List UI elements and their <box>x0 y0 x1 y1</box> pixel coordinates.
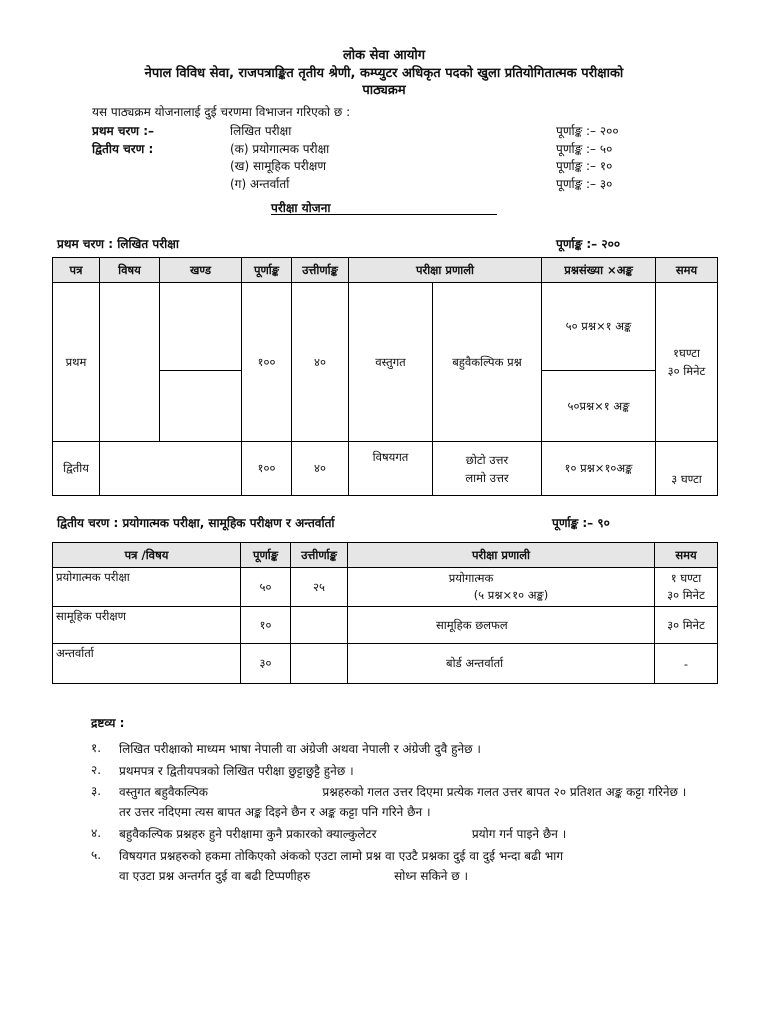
r2-pass <box>291 607 348 644</box>
r1-full: ५० <box>241 568 291 607</box>
header-line-3: पाठ्यक्रम <box>362 83 406 98</box>
r1-system-line2: (५ प्रश्न×१० अङ्क) <box>473 588 549 602</box>
phase-1-label: प्रथम चरण :– <box>92 124 155 138</box>
row1-count-a: ५० प्रश्न×१ अङ्क <box>542 283 656 371</box>
row2-time: ३ घण्टा <box>656 442 718 496</box>
col-time: समय <box>656 258 718 283</box>
phase-2c-marks: पूर्णाङ्क :– ३० <box>556 177 613 191</box>
r1-pass: २५ <box>291 568 348 607</box>
row1-count-b: ५०प्रश्न×१ अङ्क <box>542 371 656 442</box>
r1-system-line1: प्रयोगात्मक <box>448 571 494 585</box>
first-phase-marks: पूर्णाङ्क :– २०० <box>556 237 621 251</box>
row1-system: वस्तुगत <box>349 283 433 442</box>
col2-time: समय <box>655 543 718 568</box>
scheme-title-underline <box>271 214 497 215</box>
r3-time: - <box>655 644 718 684</box>
r2-full: १० <box>241 607 291 644</box>
r3-subject: अन्तर्वार्ता <box>53 644 241 684</box>
r2-system: सामूहिक छलफल <box>348 607 655 644</box>
row1-full: १०० <box>242 283 292 442</box>
second-phase-heading: द्वितीय चरण : प्रयोगात्मक परीक्षा, सामूहिक परीक्षण र अन्तर्वार्ता <box>57 516 335 530</box>
row1-pass: ४० <box>292 283 349 442</box>
col-pass-marks: उत्तीर्णाङ्क <box>292 258 349 283</box>
first-phase-heading: प्रथम चरण : लिखित परीक्षा <box>57 237 179 251</box>
row1-section-b <box>160 371 242 442</box>
notes-heading: द्रष्टव्य : <box>91 716 125 730</box>
note-3-text: वस्तुगत बहुवैकल्पिक प्रश्नहरुको गलत उत्तर दिएमा प्रत्येक गलत उत्तर बापत २० प्रतिशत अङ्क कट्टा गरिनेछ । तर उत्तर नदिएमा त्यस बापत अङ्क दिइने छैन र अङ्क कट्टा पनि गरिने छैन । <box>119 785 691 819</box>
row2-full: १०० <box>242 442 292 496</box>
phase-1-marks: पूर्णाङ्क :– २०० <box>556 124 619 138</box>
note-4-text: बहुवैकल्पिक प्रश्नहरु हुने परीक्षामा कुनै प्रकारको क्याल्कुलेटर प्रयोग गर्न पाइने छैन । <box>119 827 567 841</box>
col2-full-marks: पूर्णाङ्क <box>241 543 291 568</box>
r1-system <box>348 568 655 607</box>
row2-type-long: लामो उत्तर <box>465 470 509 485</box>
row2-count: १० प्रश्न×१०अङ्क <box>542 442 656 496</box>
note-1-text: लिखित परीक्षाको माध्यम भाषा नेपाली वा अंग्रेजी अथवा नेपाली र अंग्रेजी दुवै हुनेछ । <box>119 742 481 756</box>
note-4-number: ४. <box>91 826 102 840</box>
row1-time-line1: १घण्टा <box>673 346 700 360</box>
phase-2-item-b: (ख) सामूहिक परीक्षण <box>230 159 327 173</box>
col2-exam-system: परीक्षा प्रणाली <box>348 543 655 568</box>
header-line-1: लोक सेवा आयोग <box>342 48 426 63</box>
r1-subject: प्रयोगात्मक परीक्षा <box>53 568 241 607</box>
note-2-text: प्रथमपत्र र द्वितीयपत्रको लिखित परीक्षा छुट्टाछुट्टै हुनेछ । <box>119 764 354 778</box>
row2-subject <box>100 442 242 496</box>
note-2-number: २. <box>91 763 102 777</box>
second-phase-table <box>52 542 718 684</box>
row1-type: बहुवैकल्पिक प्रश्न <box>433 283 542 442</box>
first-phase-table <box>52 257 718 496</box>
col-section: खण्ड <box>160 258 242 283</box>
phase-2-label: द्वितीय चरण : <box>92 142 154 156</box>
phase-2-item-c: (ग) अन्तर्वार्ता <box>230 177 290 191</box>
phase-2a-marks: पूर्णाङ्क :– ५० <box>556 142 613 156</box>
row2-paper: द्वितीय <box>53 442 100 496</box>
col-paper: पत्र <box>53 258 100 283</box>
row2-type-short: छोटो उत्तर <box>465 452 509 467</box>
col-question-count: प्रश्नसंख्या ×अङ्क <box>542 258 656 283</box>
row1-paper: प्रथम <box>53 283 100 442</box>
header-line-2: नेपाल विविध सेवा, राजपत्राङ्कित तृतीय श्रेणी, कम्प्युटर अधिकृत पदको खुला प्रतियोगितात्मक परीक्षाको <box>144 66 624 81</box>
second-phase-marks: पूर्णाङ्क :– ९० <box>552 516 610 530</box>
row2-type <box>433 442 542 496</box>
row2-system: विषयगत <box>349 442 433 496</box>
phase-1-item: लिखित परीक्षा <box>230 124 292 138</box>
r3-system: बोर्ड अन्तर्वार्ता <box>348 644 655 684</box>
r2-subject: सामूहिक परीक्षण <box>53 607 241 644</box>
row1-time-line2: ३० मिनेट <box>667 364 706 378</box>
row1-time <box>656 283 718 442</box>
intro-text: यस पाठ्यक्रम योजनालाई दुई चरणमा विभाजन गरिएको छ : <box>92 105 351 119</box>
note-5-number: ५. <box>91 848 102 862</box>
row1-subject <box>100 283 160 442</box>
col-exam-system: परीक्षा प्रणाली <box>349 258 542 283</box>
col2-pass-marks: उत्तीर्णाङ्क <box>291 543 348 568</box>
col-subject: विषय <box>100 258 160 283</box>
col2-subject: पत्र /विषय <box>53 543 241 568</box>
r2-time: ३० मिनेट <box>655 607 718 644</box>
r1-time-line1: १ घण्टा <box>670 571 702 585</box>
phase-2-item-a: (क) प्रयोगात्मक परीक्षा <box>230 142 330 156</box>
r1-time-line2: ३० मिनेट <box>667 588 705 602</box>
note-5-text: विषयगत प्रश्नहरुको हकमा तोकिएको अंकको एउटा लामो प्रश्न वा एउटै प्रश्नका दुई वा दुई भन्दा बढी भाग वा एउटा प्रश्न अन्तर्गत दुई वा बढी टिप्पणीहरु सोध्न सकिने छ । <box>119 849 762 883</box>
row1-section-a <box>160 283 242 371</box>
note-3-number: ३. <box>91 784 102 798</box>
r3-pass <box>291 644 348 684</box>
col-full-marks: पूर्णाङ्क <box>242 258 292 283</box>
r3-full: ३० <box>241 644 291 684</box>
row2-pass: ४० <box>292 442 349 496</box>
phase-2b-marks: पूर्णाङ्क :– १० <box>556 159 613 173</box>
scheme-title: परीक्षा योजना <box>271 201 331 215</box>
r1-time <box>655 568 718 607</box>
note-1-number: १. <box>91 741 102 755</box>
